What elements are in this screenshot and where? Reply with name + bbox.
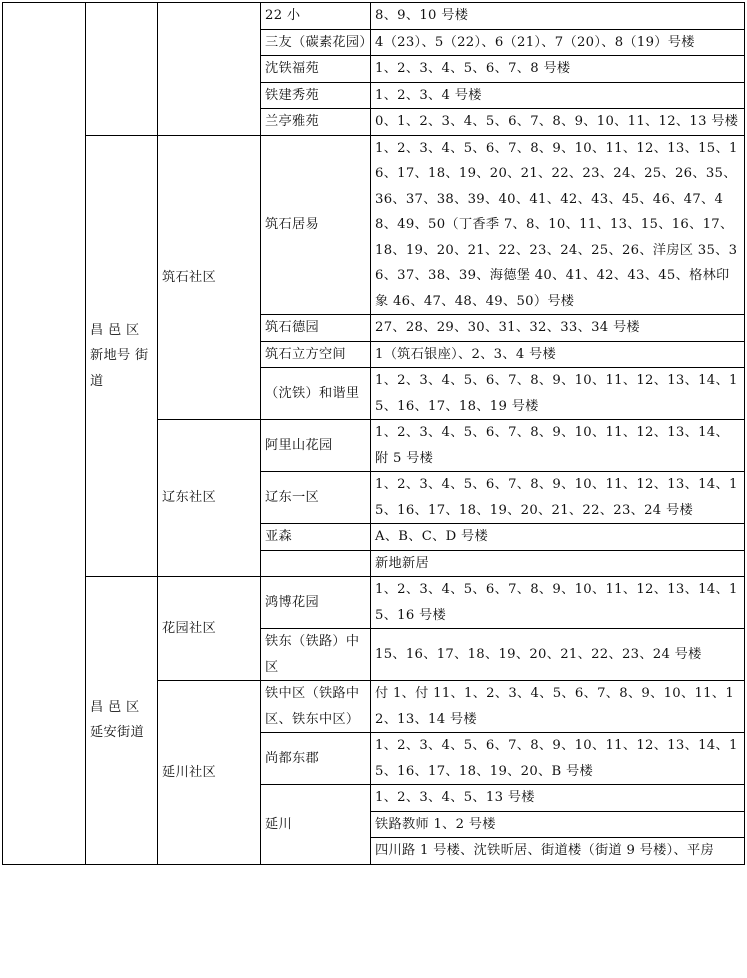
- estate-name: [261, 550, 371, 577]
- building-list: 1、2、3、4 号楼: [371, 82, 745, 109]
- building-list: 1、2、3、4、5、6、7、8、9、10、11、12、13、14、15、16、17、18、19 号楼: [371, 368, 745, 420]
- building-list: 1、2、3、4、5、6、7、8、9、10、11、12、13、14、15、16 号楼: [371, 577, 745, 629]
- district-cell: [3, 3, 86, 865]
- estate-name: （沈铁）和谐里: [261, 368, 371, 420]
- street-cell: 昌 邑 区 延安街道: [86, 577, 158, 865]
- estate-name: 亚森: [261, 524, 371, 551]
- community-cell: 延川社区: [158, 681, 261, 865]
- community-cell: 筑石社区: [158, 135, 261, 420]
- building-list: 8、9、10 号楼: [371, 3, 745, 30]
- street-cell: 昌 邑 区 新地号 街道: [86, 135, 158, 577]
- building-list: 4（23）、5（22）、6（21）、7（20）、8（19）号楼: [371, 29, 745, 56]
- building-list: 1、2、3、4、5、6、7、8、9、10、11、12、13、15、16、17、18、19、20、21、22、23、24、25、26、35、36、37、38、39、40、41、42、43、45、46、47、48、49、50（丁香季 7、8、10、11、13、15、16、17、18、19、20、21、22、23、24、25、26、洋房区 35、36、37、38、39、海德堡 40、41、42、43、45、格林印象 46、47、48、49、50）号楼: [371, 135, 745, 315]
- district-building-table: [2, 2, 745, 865]
- estate-name: 兰亭雅苑: [261, 109, 371, 136]
- community-cell: 辽东社区: [158, 420, 261, 577]
- community-cell: 花园社区: [158, 577, 261, 681]
- estate-name: 阿里山花园: [261, 420, 371, 472]
- estate-name: 辽东一区: [261, 472, 371, 524]
- table-row: [3, 135, 745, 315]
- estate-name: 三友（碳素花园）: [261, 29, 371, 56]
- estate-name: 延川: [261, 785, 371, 865]
- estate-name: 筑石德园: [261, 315, 371, 342]
- building-list: 铁路教师 1、2 号楼: [371, 811, 745, 838]
- street-cell: [86, 3, 158, 136]
- building-list: 1（筑石银座）、2、3、4 号楼: [371, 341, 745, 368]
- estate-name: 22 小: [261, 3, 371, 30]
- estate-name: 筑石居易: [261, 135, 371, 315]
- building-list: 1、2、3、4、5、6、7、8、9、10、11、12、13、14、15、16、17、18、19、20、21、22、23、24 号楼: [371, 472, 745, 524]
- building-list: 15、16、17、18、19、20、21、22、23、24 号楼: [371, 629, 745, 681]
- table-row: [3, 3, 745, 30]
- building-list: 27、28、29、30、31、32、33、34 号楼: [371, 315, 745, 342]
- building-list: 1、2、3、4、5、6、7、8、9、10、11、12、13、14、附 5 号楼: [371, 420, 745, 472]
- building-list: 1、2、3、4、5、13 号楼: [371, 785, 745, 812]
- table-row: [3, 577, 745, 629]
- building-list: A、B、C、D 号楼: [371, 524, 745, 551]
- estate-name: 尚都东郡: [261, 733, 371, 785]
- estate-name: 铁建秀苑: [261, 82, 371, 109]
- estate-name: 铁中区（铁路中区、铁东中区）: [261, 681, 371, 733]
- community-cell: [158, 3, 261, 136]
- estate-name: 筑石立方空间: [261, 341, 371, 368]
- building-list: 0、1、2、3、4、5、6、7、8、9、10、11、12、13 号楼: [371, 109, 745, 136]
- building-list: 新地新居: [371, 550, 745, 577]
- building-list: 1、2、3、4、5、6、7、8 号楼: [371, 56, 745, 83]
- building-list: 1、2、3、4、5、6、7、8、9、10、11、12、13、14、15、16、17、18、19、20、B 号楼: [371, 733, 745, 785]
- estate-name: 铁东（铁路）中区: [261, 629, 371, 681]
- estate-name: 沈铁福苑: [261, 56, 371, 83]
- building-list: 四川路 1 号楼、沈铁昕居、街道楼（街道 9 号楼）、平房: [371, 838, 745, 865]
- building-list: 付 1、付 11、1、2、3、4、5、6、7、8、9、10、11、12、13、14 号楼: [371, 681, 745, 733]
- estate-name: 鸿博花园: [261, 577, 371, 629]
